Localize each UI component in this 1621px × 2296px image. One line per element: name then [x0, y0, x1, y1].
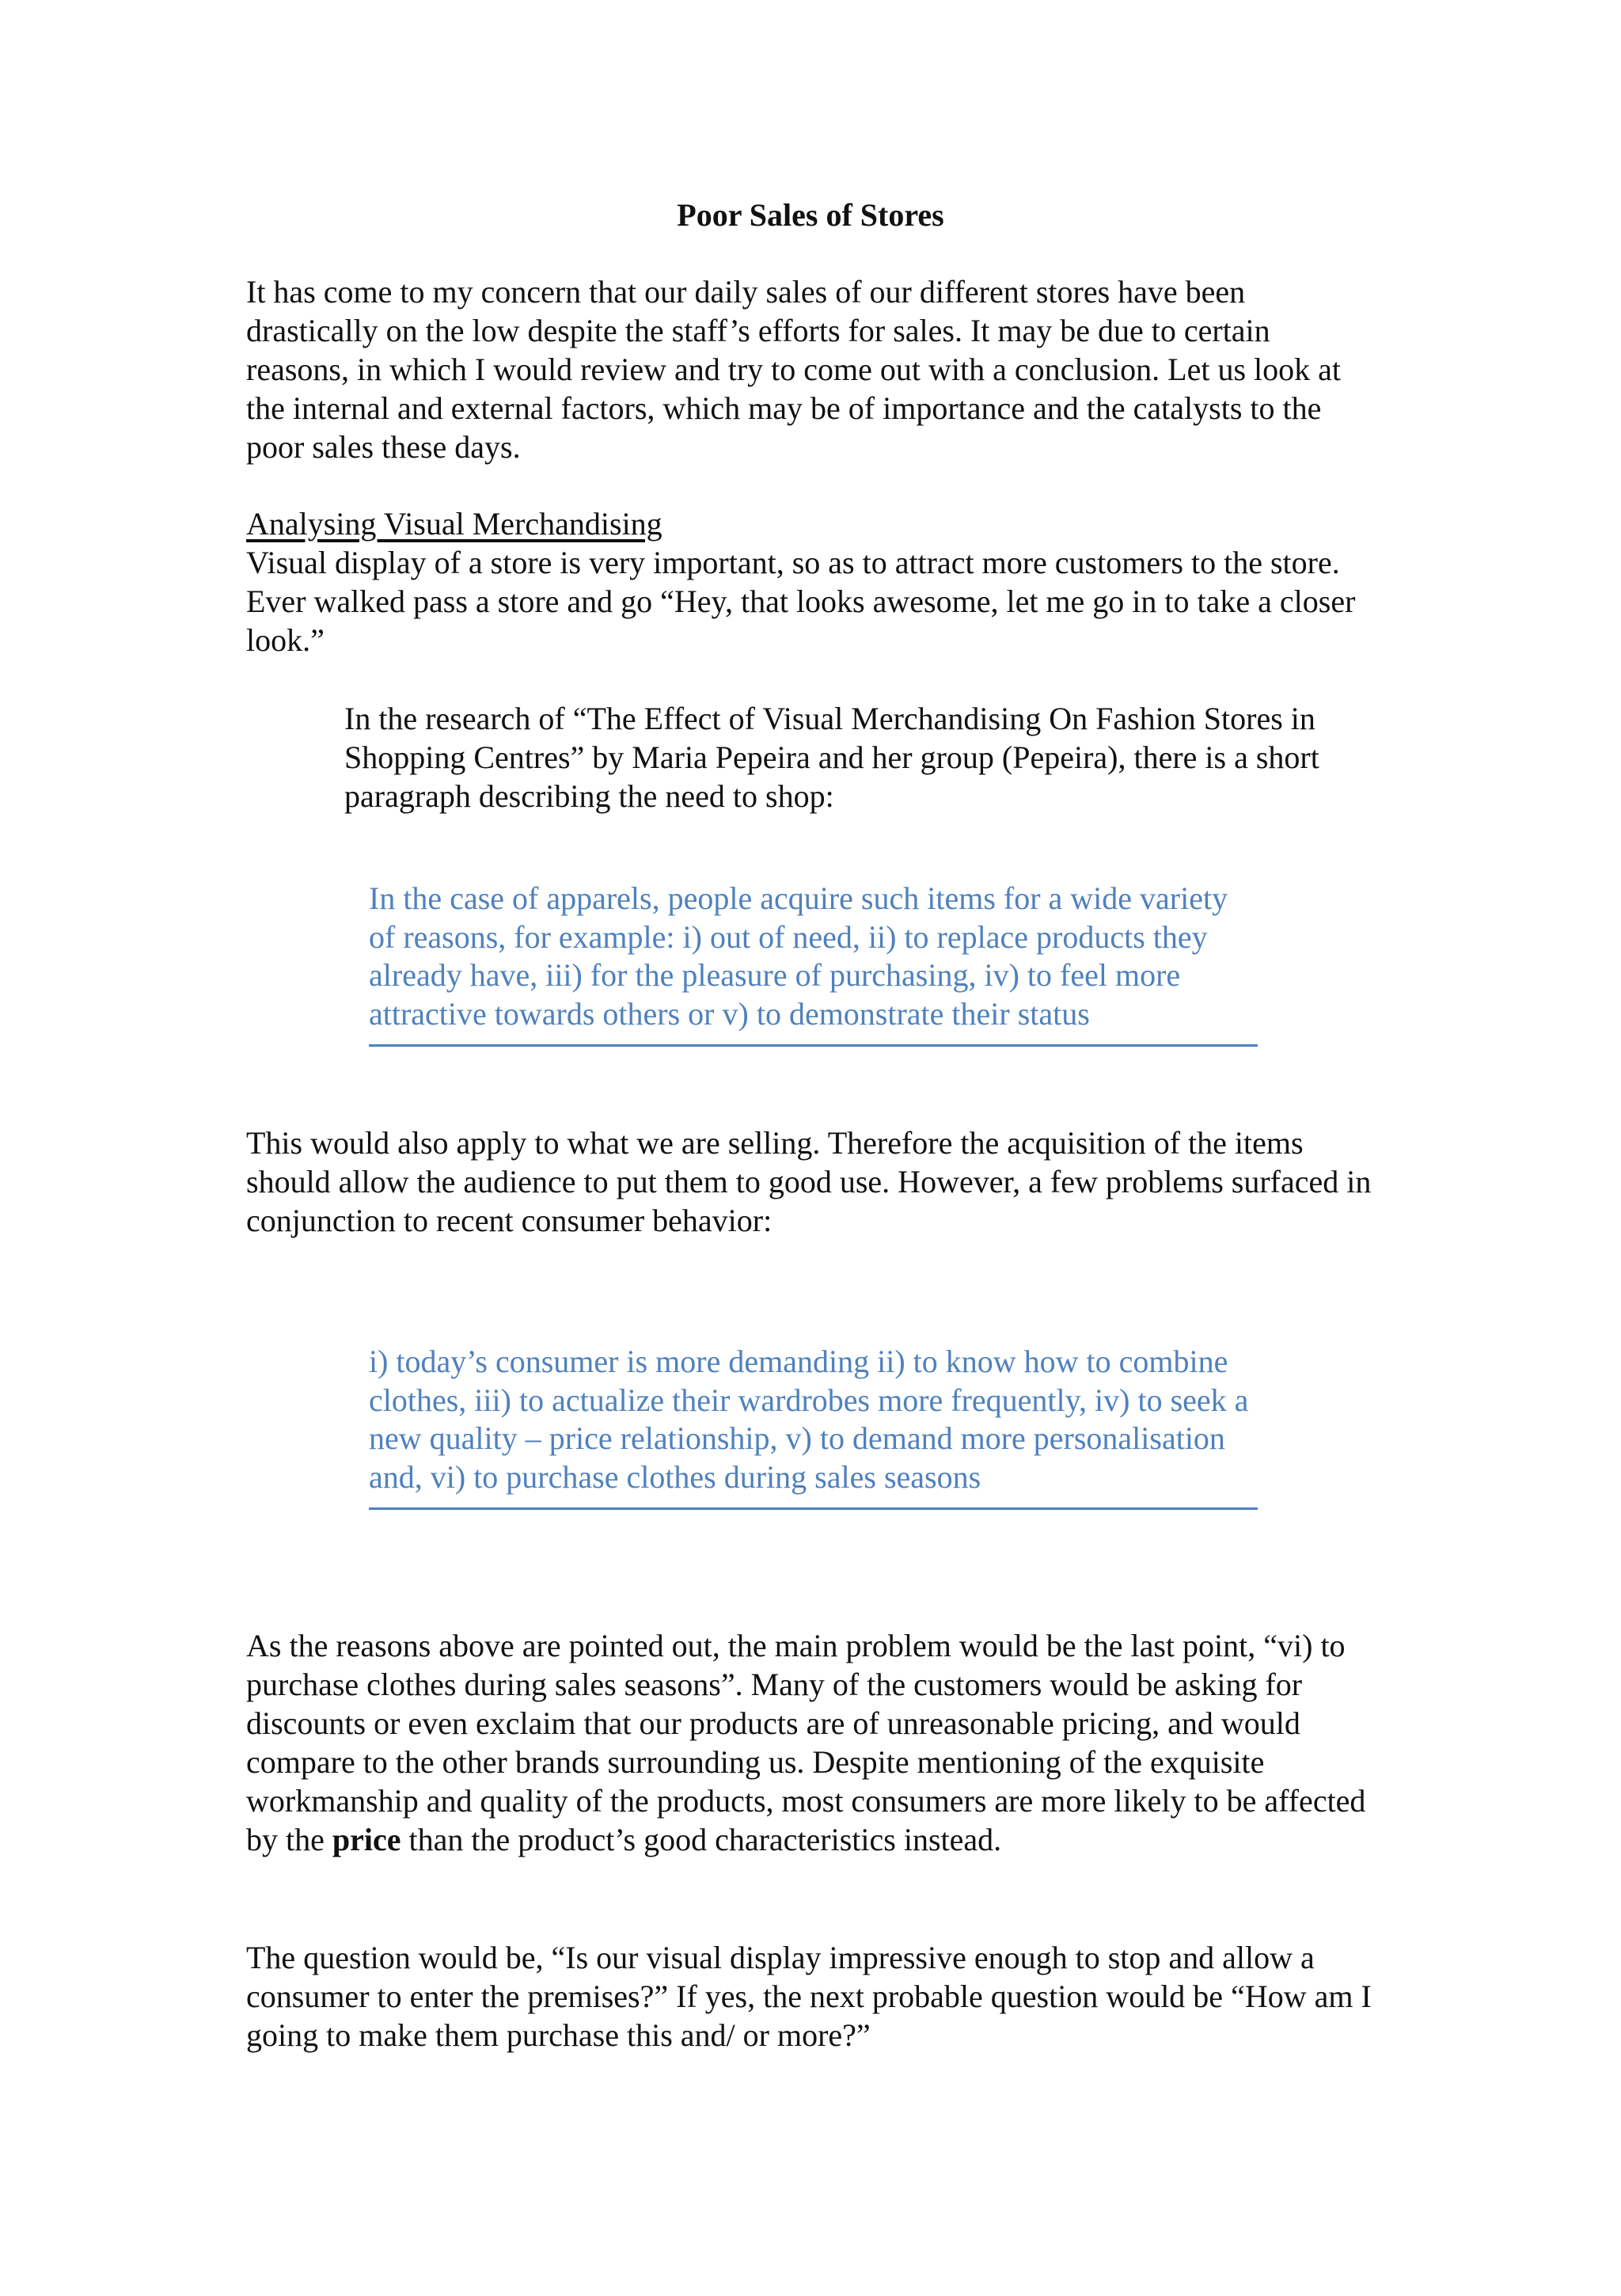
question-paragraph: The question would be, “Is our visual display impressive enough to stop and allow a consumer to enter the premises?” If yes, the next probable question would be “How am I going to make them purchase this and/ or more?”: [246, 1940, 1372, 2053]
price-emphasis: price: [332, 1822, 401, 1857]
reasons-text-end: than the product’s good characteristics instead.: [401, 1822, 1002, 1857]
visual-merchandising-section: [246, 504, 1378, 660]
intro-paragraph: It has come to my concern that our daily sales of our different stores have been drastically on the low despite the staff’s efforts for sales. It may be due to certain reasons, in which I would review and try to come out with a conclusion. Let us look at the internal and external factors, which may be of importance and the catalysts to the poor sales these days.: [246, 274, 1342, 465]
section-paragraph: Visual display of a store is very important, so as to attract more customers to the store. Ever walked pass a store and go “Hey, that looks awesome, let me go in to take a closer look.”: [246, 545, 1356, 658]
quote-block-need-to-shop: In the case of apparels, people acquire such items for a wide variety of reasons, for example: i) out of need, ii) to replace products they already have, iii) for the pleasure of purchasing, iv) to feel more attractive towards others or v) to demonstrate their status: [369, 880, 1258, 1047]
reasons-text-start: As the reasons above are pointed out, the main problem would be the last point, “vi) to purchase clothes during sales seasons”. Many of the customers would be asking for discounts or even exclaim that our products are of unreasonable pricing, and would compare to the other brands surrounding us. Despite mentioning of the exquisite workmanship and quality of the products, most consumers are more likely to be affected by the: [246, 1628, 1366, 1857]
document-title: Poor Sales of Stores: [677, 197, 944, 233]
section-heading: Analysing Visual Merchandising: [246, 506, 662, 542]
research-paragraph: In the research of “The Effect of Visual Merchandising On Fashion Stores in Shopping Centres” by Maria Pepeira and her group (Pepeira), there is a short paragraph describing the need to shop:: [344, 701, 1319, 814]
reasons-paragraph: [246, 1626, 1378, 1859]
apply-paragraph: This would also apply to what we are selling. Therefore the acquisition of the items should allow the audience to put them to good use. However, a few problems surfaced in conjunction to recent consumer behavior:: [246, 1125, 1372, 1238]
quote-block-consumer-behavior: i) today’s consumer is more demanding ii) to know how to combine clothes, iii) to actualize their wardrobes more frequently, iv) to seek a new quality – price relationship, v) to demand more personalisation and, vi) to purchase clothes during sales seasons: [369, 1343, 1258, 1510]
